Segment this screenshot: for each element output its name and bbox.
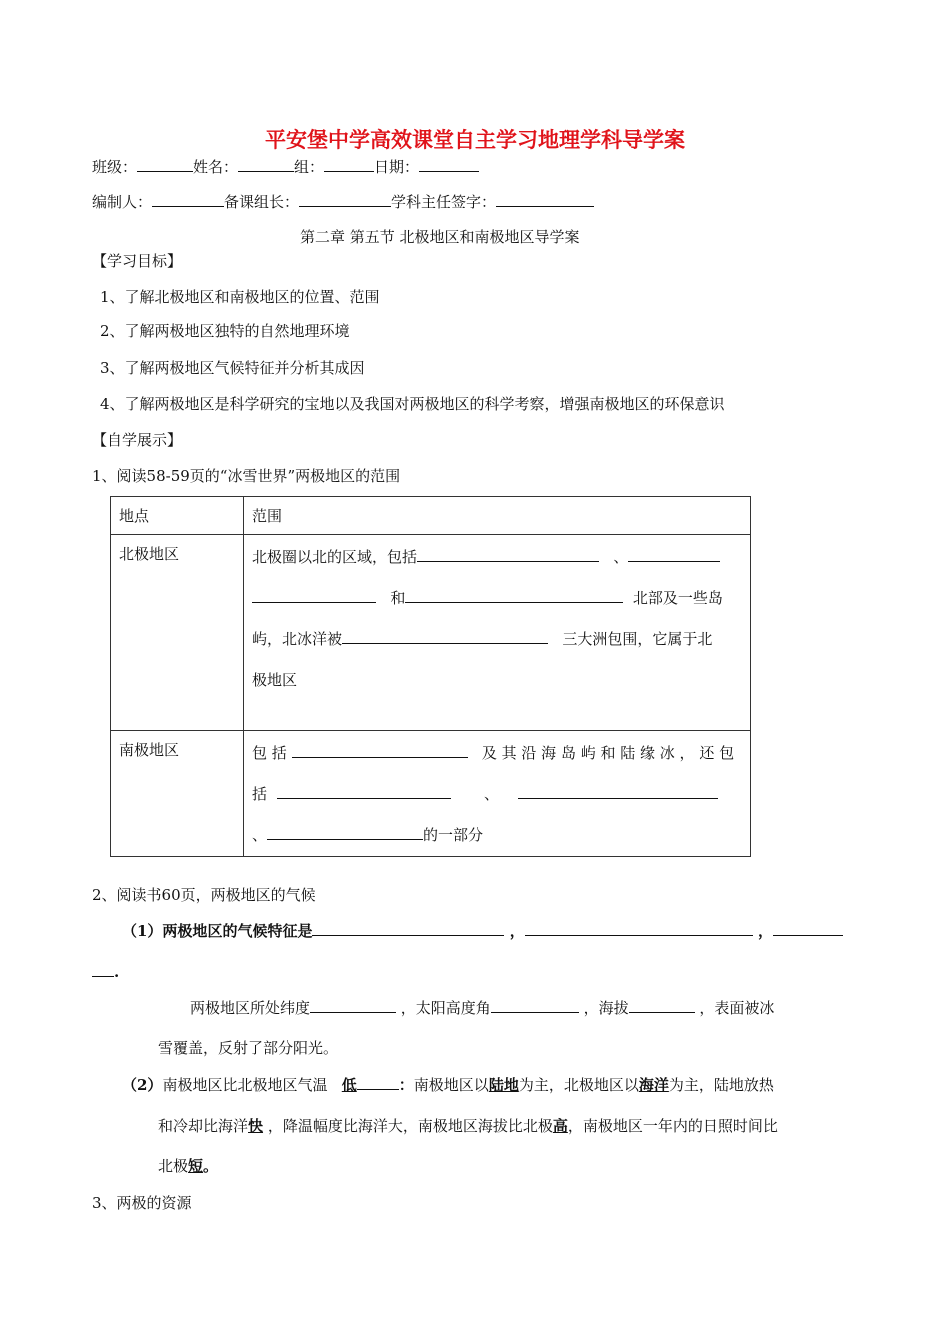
blank-field[interactable] <box>525 921 753 936</box>
leader-field[interactable] <box>299 192 391 207</box>
name-label: 姓名： <box>193 158 239 176</box>
question-1: 1、阅读58-59页的“冰雪世界”两极地区的范围 <box>92 467 401 485</box>
blank-field[interactable] <box>773 921 843 936</box>
goal-item: 2、了解两极地区独特的自然地理环境 <box>100 322 350 340</box>
question-3: 3、两极的资源 <box>92 1194 192 1212</box>
north-pole-range: 北极圈以北的区域，包括 、 和 北部及一些岛 屿，北冰洋被 三大洲包围，它属于北 极地区 <box>244 535 751 731</box>
director-label: 学科主任签字： <box>391 193 497 211</box>
director-field[interactable] <box>496 192 594 207</box>
blank-field[interactable] <box>491 998 579 1013</box>
blank-field[interactable] <box>267 825 423 840</box>
goal-item: 4、了解两极地区是科学研究的宝地以及我国对两极地区的科学考察，增强南极地区的环保意识 <box>100 395 725 413</box>
date-field[interactable] <box>419 157 479 172</box>
blank-field[interactable] <box>310 998 396 1013</box>
date-label: 日期： <box>374 158 420 176</box>
info-line-1 <box>92 156 479 177</box>
goal-item: 3、了解两极地区气候特征并分析其成因 <box>100 359 365 377</box>
group-field[interactable] <box>324 157 374 172</box>
page-title: 平安堡中学高效课堂自主学习地理学科导学案 <box>265 127 685 152</box>
south-pole-label: 南极地区 <box>111 731 244 857</box>
class-field[interactable] <box>137 157 193 172</box>
range-table <box>110 496 751 857</box>
chapter-heading: 第二章 第五节 北极地区和南极地区导学案 <box>300 228 580 246</box>
blank-field[interactable] <box>342 629 548 644</box>
blank-field[interactable] <box>312 921 504 936</box>
leader-label: 备课组长： <box>224 193 300 211</box>
blank-field[interactable] <box>405 588 623 603</box>
reason-line-1: 两极地区所处纬度 ，太阳高度角 ，海拔 ，表面被冰 <box>190 999 775 1017</box>
blank-field[interactable] <box>628 547 720 562</box>
blank-field[interactable] <box>518 784 718 799</box>
editor-field[interactable] <box>152 192 224 207</box>
goal-item: 1、了解北极地区和南极地区的位置、范围 <box>100 288 380 306</box>
blank-field[interactable] <box>92 962 114 977</box>
reason-line-2: 雪覆盖，反射了部分阳光。 <box>158 1039 339 1057</box>
question-2-1: （1）两极地区的气候特征是 ， ， <box>122 920 843 941</box>
blank-field[interactable] <box>629 998 695 1013</box>
north-pole-label: 北极地区 <box>111 535 244 731</box>
class-label: 班级： <box>92 158 138 176</box>
name-field[interactable] <box>238 157 294 172</box>
question-2: 2、阅读书60页，两极地区的气候 <box>92 886 316 904</box>
table-header-range: 范围 <box>244 497 751 535</box>
self-study-heading: 【自学展示】 <box>92 431 183 449</box>
question-2-2-line-3: 北极短。 <box>158 1157 219 1175</box>
info-line-2 <box>92 191 594 212</box>
blank-field[interactable] <box>417 547 599 562</box>
goals-heading: 【学习目标】 <box>92 252 183 270</box>
question-2-2: （2）南极地区比北极地区气温 低 ：南极地区以陆地为主，北极地区以海洋为主，陆地放热 <box>122 1076 774 1094</box>
group-label: 组： <box>294 158 325 176</box>
south-pole-range: 包 括 及 其 沿 海 岛 屿 和 陆 缘 冰 ， 还 包 括 、 、 的一部分 <box>244 731 751 857</box>
question-2-1-end: . <box>92 962 119 981</box>
table-header-location: 地点 <box>111 497 244 535</box>
blank-field[interactable] <box>277 784 451 799</box>
blank-field[interactable] <box>252 588 376 603</box>
blank-field[interactable] <box>292 743 468 758</box>
question-2-2-line-2: 和冷却比海洋快 ，降温幅度比海洋大，南极地区海拔比北极高，南极地区一年内的日照时间比 <box>158 1117 778 1135</box>
editor-label: 编制人： <box>92 193 153 211</box>
